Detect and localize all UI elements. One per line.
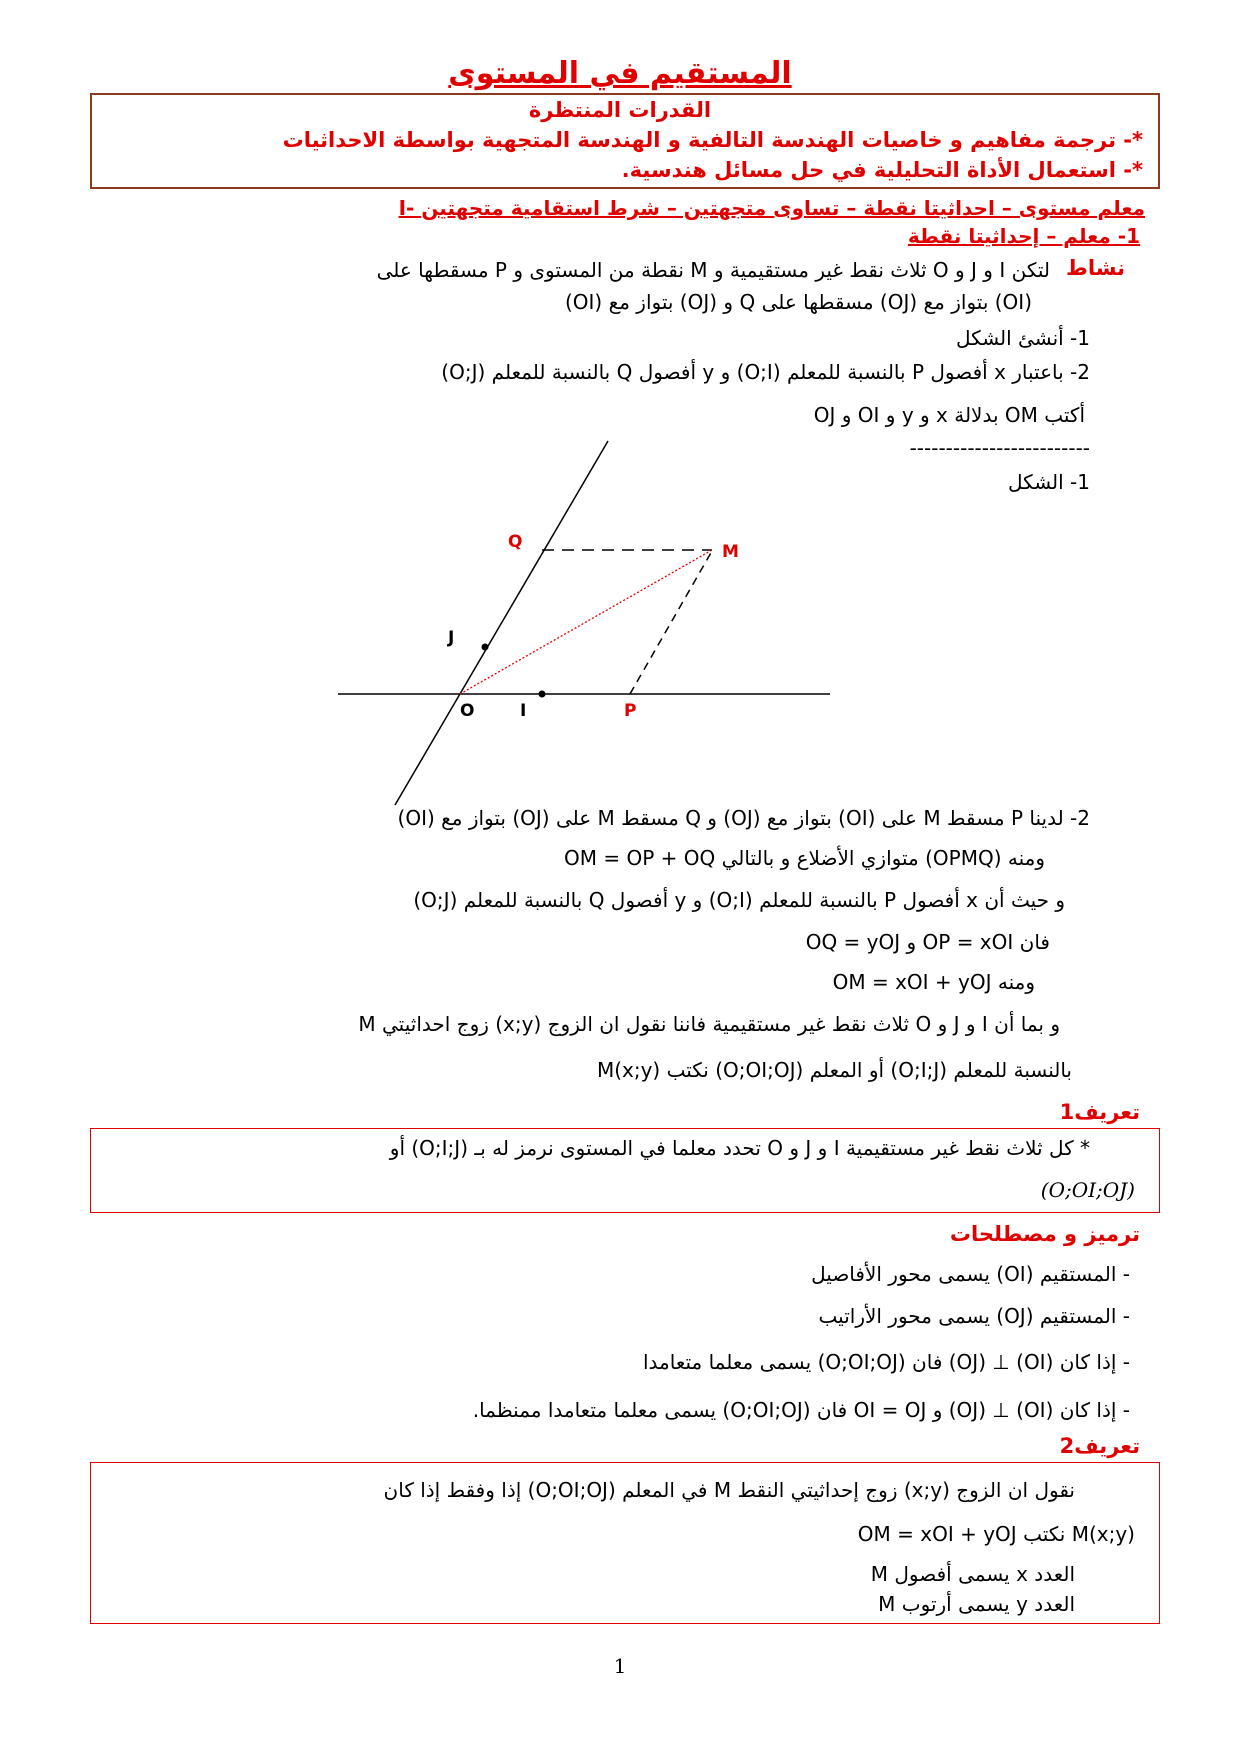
activity-question-1: 1- أنشئ الشكل (956, 326, 1090, 350)
activity-question-2b: أكتب OM بدلالة x و y و OI و OJ (813, 403, 1085, 427)
definition-2-line-4: العدد y يسمى أرتوب M (878, 1592, 1075, 1616)
page-number: 1 (613, 1654, 627, 1678)
label-q: Q (508, 532, 523, 552)
activity-label: نشاط (1066, 256, 1125, 280)
activity-line-1: لتكن I و J و O ثلاث نقط غير مستقيمية و M نقطة من المستوى و P مسقطها على (376, 258, 1050, 282)
definition-2-line-1: نقول ان الزوج (x;y) زوج إحداثيتي النقط M في المعلم (O;OI;OJ) إذا وفقط إذا كان (383, 1478, 1075, 1502)
solution-line-5: ومنه OM = xOI + yOJ (832, 970, 1035, 994)
label-i: I (520, 701, 527, 721)
solution-line-1: 2- لدينا P مسقط M على (OI) بتواز مع (OJ) و Q مسقط M على (OJ) بتواز مع (OI) (397, 806, 1090, 830)
notation-item-3: - إذا كان (OI) ⊥ (OJ) فان (O;OI;OJ) يسمى معلما متعامدا (642, 1350, 1130, 1374)
solution-line-3: و حيث أن x أفصول P بالنسبة للمعلم (O;I) و y أفصول Q بالنسبة للمعلم (O;J) (413, 888, 1065, 912)
subsection-heading: 1- معلم – إحداثيتا نقطة (907, 224, 1140, 248)
axis-oj-line (395, 441, 608, 805)
notation-item-1: - المستقيم (OI) يسمى محور الأفاصيل (811, 1262, 1130, 1286)
ability-item-1: *- ترجمة مفاهيم و خاصيات الهندسة التالفية و الهندسة المتجهية بواسطة الاحداثيات (282, 128, 1143, 152)
definition-1-line-1: * كل ثلاث نقط غير مستقيمية I و J و O تحدد معلما في المستوى نرمز له بـ (O;I;J) أو (389, 1136, 1090, 1160)
ability-item-2: *- استعمال الأداة التحليلية في حل مسائل هندسية. (621, 158, 1143, 182)
definition-1-label: تعريف1 (1059, 1100, 1140, 1124)
activity-question-2: 2- باعتبار x أفصول P بالنسبة للمعلم (O;I) و y أفصول Q بالنسبة للمعلم (O;J) (441, 360, 1090, 384)
point-j (482, 644, 489, 651)
notation-item-2: - المستقيم (OJ) يسمى محور الأراتيب (818, 1304, 1130, 1328)
abilities-heading: القدرات المنتظرة (528, 98, 712, 122)
label-o: O (460, 701, 475, 721)
definition-2-label: تعريف2 (1059, 1434, 1140, 1458)
label-j: J (448, 628, 455, 648)
definition-2-line-3: العدد x يسمى أفصول M (870, 1562, 1075, 1586)
figure-caption: 1- الشكل (1008, 470, 1090, 494)
dashes-line: ------------------------- (909, 436, 1090, 460)
dash-p-m (630, 551, 712, 694)
definition-1-line-2: (O;OI;OJ) (1040, 1178, 1135, 1202)
label-p: P (624, 701, 637, 721)
notation-item-4: - إذا كان (OI) ⊥ (OJ) و OI = OJ فان (O;OI;OJ) يسمى معلما متعامدا ممنظما. (472, 1398, 1130, 1422)
solution-line-7: بالنسبة للمعلم (O;I;J) أو المعلم (O;OI;OJ) نكتب M(x;y) (596, 1058, 1072, 1082)
point-i (539, 691, 546, 698)
vector-om (460, 550, 712, 694)
solution-line-2: ومنه (OPMQ) متوازي الأضلاع و بالتالي OM = OP + OQ (564, 846, 1045, 870)
notation-label: ترميز و مصطلحات (949, 1222, 1140, 1246)
definition-2-line-2: OM = xOI + yOJ نكتب M(x;y) (857, 1522, 1135, 1546)
label-m: M (722, 542, 739, 562)
page-title: المستقيم في المستوى (448, 56, 792, 91)
activity-line-2: (OI) بتواز مع (OJ) و Q مسقطها على (OJ) بتواز مع (OI) (564, 290, 1032, 314)
solution-line-4: فان OP = xOI و OQ = yOJ (805, 930, 1050, 954)
solution-line-6: و بما أن I و J و O ثلاث نقط غير مستقيمية فاننا نقول ان الزوج (x;y) زوج احداثيتي M (358, 1012, 1060, 1036)
section-heading: I- معلم مستوى – احداثيتا نقطة – تساوى متجهتين – شرط استقامية متجهتين (398, 196, 1145, 220)
